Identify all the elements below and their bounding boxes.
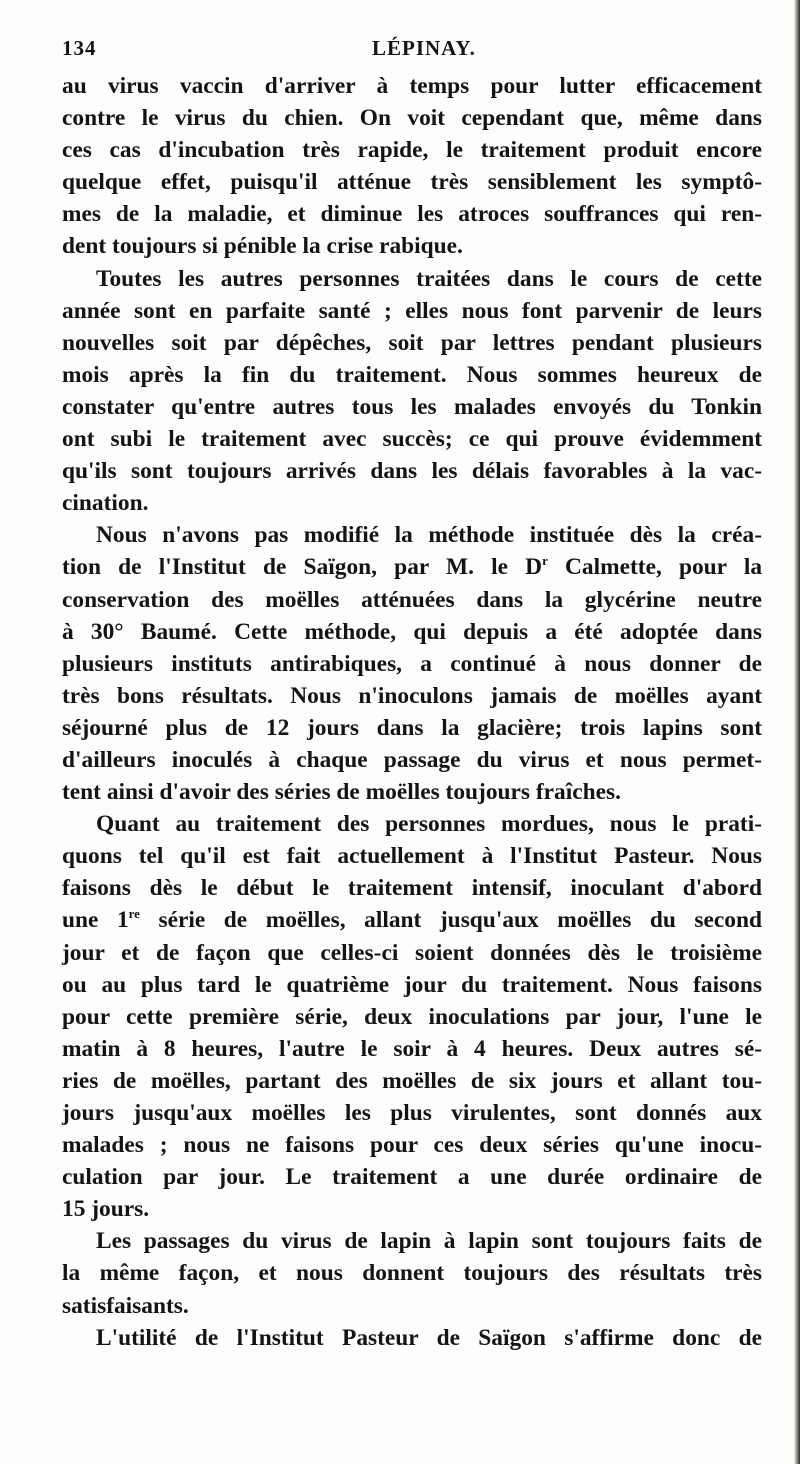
body-text	[62, 70, 762, 1354]
text-line: très bons résultats. Nous n'inoculons jamais de moëlles ayant	[62, 682, 762, 709]
text-line: culation par jour. Le traitement a une durée ordinaire de	[62, 1164, 762, 1191]
text-line	[62, 904, 762, 936]
text-line: à 30° Baumé. Cette méthode, qui depuis a été adoptée dans	[62, 618, 762, 645]
text-line: ont subi le traitement avec succès; ce qui prouve évidemment	[62, 426, 762, 453]
text-line: satisfaisants.	[62, 1292, 189, 1319]
text-line: conservation des moëlles atténuées dans la glycérine neutre	[62, 586, 762, 613]
text-line: constater qu'entre autres tous les malades envoyés du Tonkin	[62, 393, 762, 420]
paragraph	[62, 1322, 762, 1354]
text-line: faisons dès le début le traitement intensif, inoculant d'abord	[62, 875, 762, 902]
page-edge-shadow	[794, 0, 800, 1464]
text-line: Nous n'avons pas modifié la méthode instituée dès la créa-	[96, 522, 762, 549]
superscript: r	[542, 553, 548, 569]
text-line: dent toujours si pénible la crise rabique.	[62, 233, 463, 260]
text-line: quelque effet, puisqu'il atténue très sensiblement les symptô-	[62, 169, 762, 196]
paragraph	[62, 263, 762, 520]
text-line: ries de moëlles, partant des moëlles de six jours et allant tou-	[62, 1067, 762, 1094]
text-line: ces cas d'incubation très rapide, le traitement produit encore	[62, 137, 762, 164]
text-segment: une 1	[62, 907, 129, 934]
text-line: Toutes les autres personnes traitées dans le cours de cette	[96, 265, 762, 292]
text-line: la même façon, et nous donnent toujours des résultats très	[62, 1260, 762, 1287]
text-line: plusieurs instituts antirabiques, a continué à nous donner de	[62, 650, 762, 677]
text-line: quons tel qu'il est fait actuellement à l'Institut Pasteur. Nous	[62, 843, 762, 870]
text-line: 15 jours.	[62, 1196, 150, 1223]
page-number: 134	[62, 36, 97, 60]
text-line: jour et de façon que celles-ci soient données dès le troisième	[62, 939, 762, 966]
text-line: d'ailleurs inoculés à chaque passage du virus et nous permet-	[62, 746, 762, 773]
text-line: nouvelles soit par dépêches, soit par lettres pendant plusieurs	[62, 329, 762, 356]
running-title: LÉPINAY.	[372, 36, 476, 60]
text-line	[62, 551, 762, 583]
paragraph	[62, 519, 762, 808]
text-line: Quant au traitement des personnes mordues, nous le prati-	[96, 811, 762, 838]
paragraph	[62, 1225, 762, 1321]
superscript: re	[128, 906, 140, 922]
text-line: ou au plus tard le quatrième jour du traitement. Nous faisons	[62, 971, 762, 998]
text-line: mes de la maladie, et diminue les atroces souffrances qui ren-	[62, 201, 762, 228]
text-line: Les passages du virus de lapin à lapin sont toujours faits de	[96, 1228, 762, 1255]
text-line: cination.	[62, 490, 149, 517]
text-line: séjourné plus de 12 jours dans la glacière; trois lapins sont	[62, 714, 762, 741]
text-line: jours jusqu'aux moëlles les plus virulentes, sont donnés aux	[62, 1100, 762, 1126]
text-line: contre le virus du chien. On voit cependant que, même dans	[62, 105, 762, 132]
text-segment: Calmette, pour la	[547, 554, 763, 581]
running-head	[62, 36, 762, 60]
text-line: au virus vaccin d'arriver à temps pour lutter efficacement	[62, 73, 762, 99]
paragraph	[62, 808, 762, 1225]
text-line: tent ainsi d'avoir des séries de moëlles toujours fraîches.	[62, 779, 621, 806]
text-line: matin à 8 heures, l'autre le soir à 4 heures. Deux autres sé-	[62, 1035, 762, 1062]
text-line: malades ; nous ne faisons pour ces deux séries qu'une inocu-	[62, 1132, 762, 1159]
text-line: L'utilité de l'Institut Pasteur de Saïgon s'affirme donc de	[96, 1324, 762, 1351]
text-line: année sont en parfaite santé ; elles nous font parvenir de leurs	[62, 297, 762, 324]
text-segment: série de moëlles, allant jusqu'aux moëlles du second	[139, 907, 762, 934]
text-line: qu'ils sont toujours arrivés dans les délais favorables à la vac-	[62, 458, 762, 485]
text-line: mois après la fin du traitement. Nous sommes heureux de	[62, 361, 762, 388]
paragraph	[62, 70, 762, 263]
text-line: pour cette première série, deux inoculations par jour, l'une le	[62, 1003, 762, 1030]
text-segment: tion de l'Institut de Saïgon, par M. le D	[62, 554, 543, 581]
